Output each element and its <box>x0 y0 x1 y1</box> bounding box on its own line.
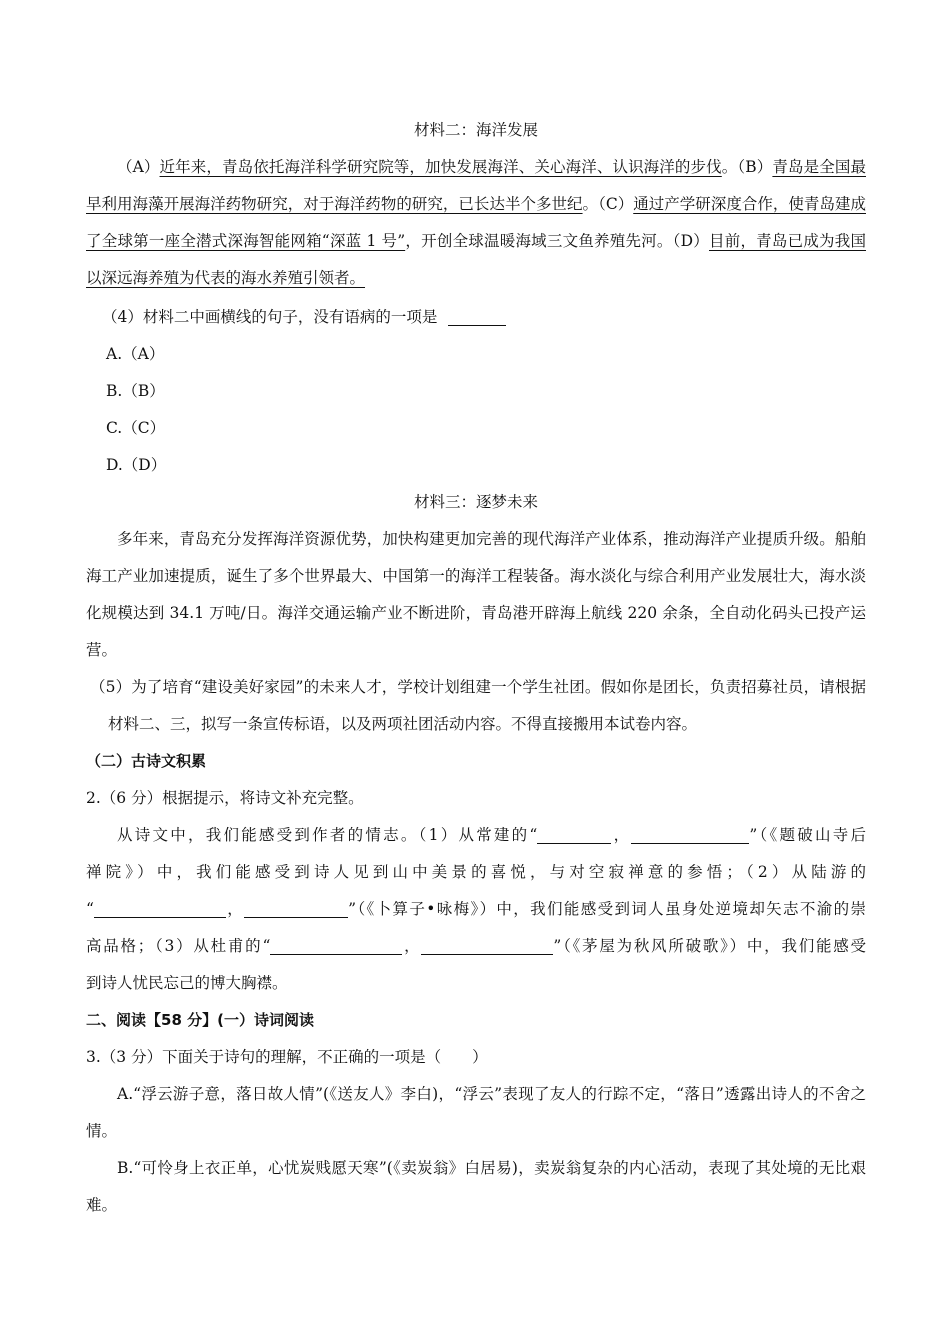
fill-blank-3[interactable] <box>94 897 226 918</box>
option-c[interactable]: C.（C） <box>106 419 166 437</box>
question-4-stem: （4）材料二中画横线的句子，没有语病的一项是 <box>102 308 438 326</box>
sentence-c: 通过产学研深度合作，使青岛建成了全球第一座全潜式深海智能网箱“深蓝 1 号” <box>86 195 866 250</box>
fill-blank-1[interactable] <box>537 823 611 844</box>
answer-blank[interactable] <box>448 305 506 326</box>
option-b[interactable]: B.（B） <box>106 382 165 400</box>
label-b: 。（B） <box>721 158 773 176</box>
sentence-b: 青岛是全国最早利用海藻开展海洋药物研究，对于海洋药物的研究，已长达半个多世纪 <box>86 158 866 213</box>
question-2-stem: 2.（6 分）根据提示，将诗文补充完整。 <box>86 789 364 807</box>
label-a: （A） <box>117 158 160 176</box>
section-reading-heading: 二、阅读【58 分】(一）诗词阅读 <box>86 1011 314 1029</box>
question-3-option-a[interactable]: A.“浮云游子意，落日故人情”(《送友人》李白)，“浮云”表现了友人的行踪不定，“落日”透露出诗人的不舍之情。 <box>86 1085 866 1140</box>
material-three-body: 多年来，青岛充分发挥海洋资源优势，加快构建更加完善的现代海洋产业体系，推动海洋产业提质升级。船舶海工产业加速提质，诞生了多个世界最大、中国第一的海洋工程装备。海水淡化与综合利用产业发展壮大，海水淡化规模达到 34.1 万吨/日。海洋交通运输产业不断进阶，青岛港开辟海上航线 220 余条，全自动化码头已投产运营。 <box>86 530 866 659</box>
sentence-c-tail: ，开创全球温暖海域三文鱼养殖先河。（D） <box>405 232 709 250</box>
sentence-d: 目前，青岛已成为我国以深远海养殖为代表的海水养殖引领者。 <box>86 232 866 287</box>
q2-line-1: 从诗文中，我们能感受到作者的情志。（1）从常建的“ ， ”（《题破山寺后 <box>86 817 866 854</box>
question-4 <box>86 299 866 336</box>
fill-blank-6[interactable] <box>421 934 553 955</box>
material-three-title: 材料三：逐梦未来 <box>413 493 538 511</box>
question-5: （5）为了培育“建设美好家园”的未来人才，学校计划组建一个学生社团。假如你是团长，负责招募社员，请根据材料二、三，拟写一条宣传标语，以及两项社团活动内容。不得直接搬用本试卷内容。 <box>90 678 866 733</box>
fill-blank-5[interactable] <box>270 934 402 955</box>
fill-blank-2[interactable] <box>631 823 749 844</box>
q2-line-2: 禅院》）中，我们能感受到诗人见到山中美景的喜悦，与对空寂禅意的参悟；（2）从陆游的 <box>86 863 866 881</box>
q2-line-4: 高品格；（3）从杜甫的“ ， ”（《茅屋为秋风所破歌》）中，我们能感受 <box>86 928 866 965</box>
question-3-option-b[interactable]: B.“可怜身上衣正单，心忧炭贱愿天寒”(《卖炭翁》白居易)，卖炭翁复杂的内心活动，表现了其处境的无比艰难。 <box>86 1159 866 1214</box>
material-two-title: 材料二：海洋发展 <box>413 121 538 139</box>
option-d[interactable]: D.（D） <box>106 456 167 474</box>
q2-line-5: 到诗人忧民忘己的博大胸襟。 <box>86 974 288 992</box>
question-3-stem: 3.（3 分）下面关于诗句的理解，不正确的一项是（ ） <box>86 1048 488 1066</box>
label-c: 。（C） <box>582 195 634 213</box>
section-poem-heading: （二）古诗文积累 <box>86 752 207 770</box>
exam-page <box>86 112 866 1224</box>
fill-blank-4[interactable] <box>244 897 348 918</box>
material-two-body <box>86 149 866 297</box>
q2-line-3: “ ， ”（《卜算子•咏梅》）中，我们能感受到词人虽身处逆境却矢志不渝的崇 <box>86 891 866 928</box>
option-a[interactable]: A.（A） <box>106 345 165 363</box>
sentence-a: 近年来，青岛依托海洋科学研究院等，加快发展海洋、关心海洋、认识海洋的步伐 <box>159 158 722 176</box>
